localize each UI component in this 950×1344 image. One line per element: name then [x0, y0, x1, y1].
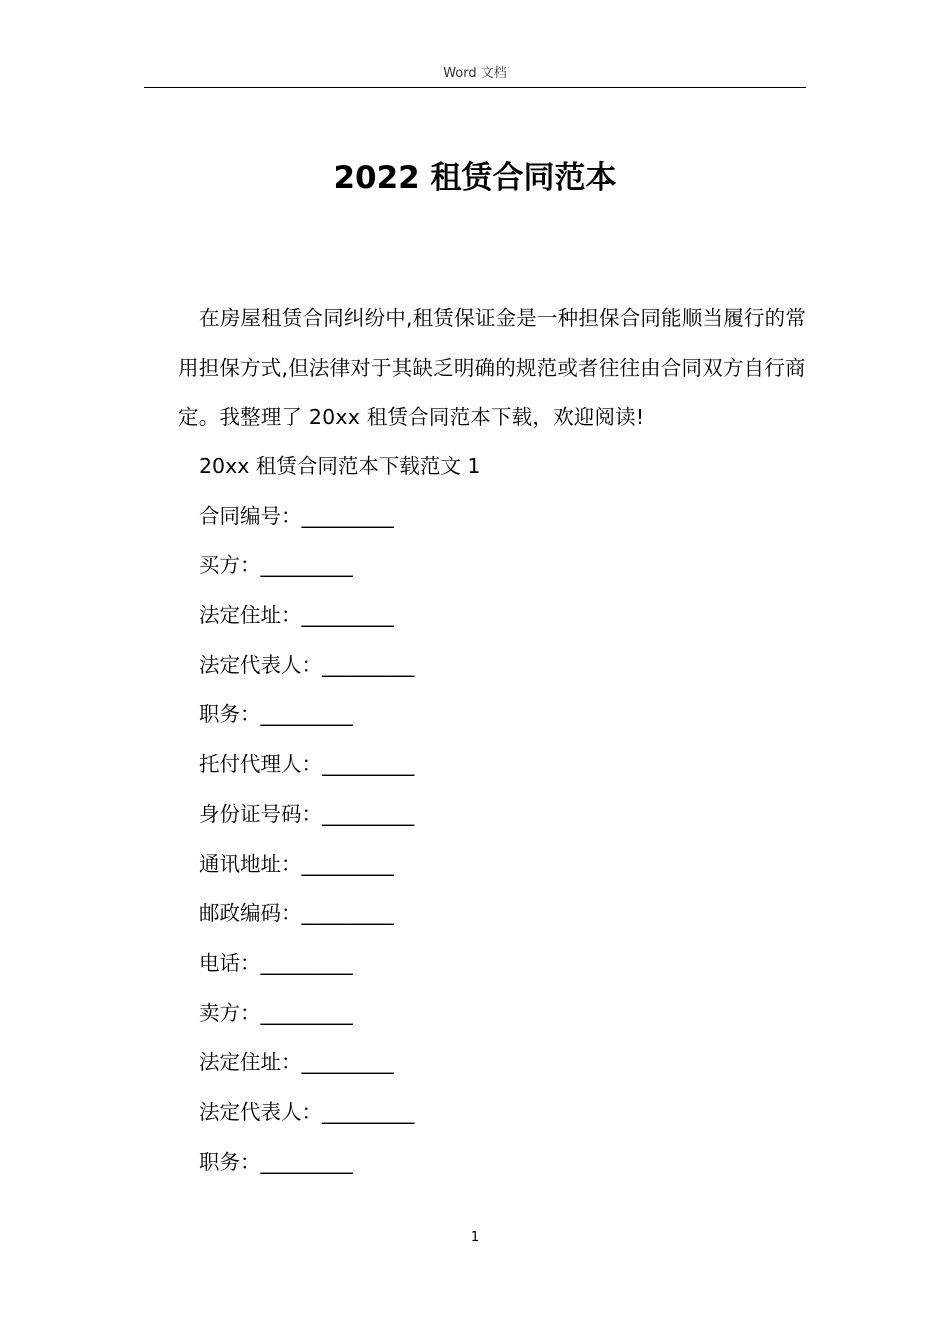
field-seller: 卖方：_________: [199, 1000, 353, 1025]
field-seller-address: 法定住址：_________: [199, 1050, 394, 1075]
page-header: Word 文档: [443, 66, 507, 81]
header-divider: [144, 87, 806, 88]
page-number: 1: [470, 1230, 480, 1245]
intro-paragraph: 在房屋租赁合同纠纷中,租赁保证金是一种担保合同能顺当履行的常用担保方式,但法律对于其缺乏明确的规范或者往往由合同双方自行商定。我整理了 20xx 租赁合同范本下载，欢迎阅读!: [178, 306, 807, 429]
section-heading: 20xx 租赁合同范本下载范文 1: [199, 454, 481, 478]
contract-fields: [199, 442, 480, 1187]
field-mailing-address: 通讯地址：_________: [199, 851, 394, 876]
field-buyer: 买方：_________: [199, 553, 353, 578]
field-agent: 托付代理人：_________: [199, 752, 415, 777]
field-buyer-position: 职务：_________: [199, 702, 353, 727]
field-seller-legal-rep: 法定代表人：_________: [199, 1099, 415, 1124]
field-phone: 电话：_________: [199, 950, 353, 975]
field-buyer-address: 法定住址：_________: [199, 603, 394, 628]
field-seller-position: 职务：_________: [199, 1149, 353, 1174]
field-postal-code: 邮政编码：_________: [199, 901, 394, 926]
field-id-number: 身份证号码：_________: [199, 801, 415, 826]
document-title: 2022 租赁合同范本: [333, 160, 617, 196]
field-contract-number: 合同编号：_________: [199, 503, 394, 528]
field-buyer-legal-rep: 法定代表人：_________: [199, 652, 415, 677]
